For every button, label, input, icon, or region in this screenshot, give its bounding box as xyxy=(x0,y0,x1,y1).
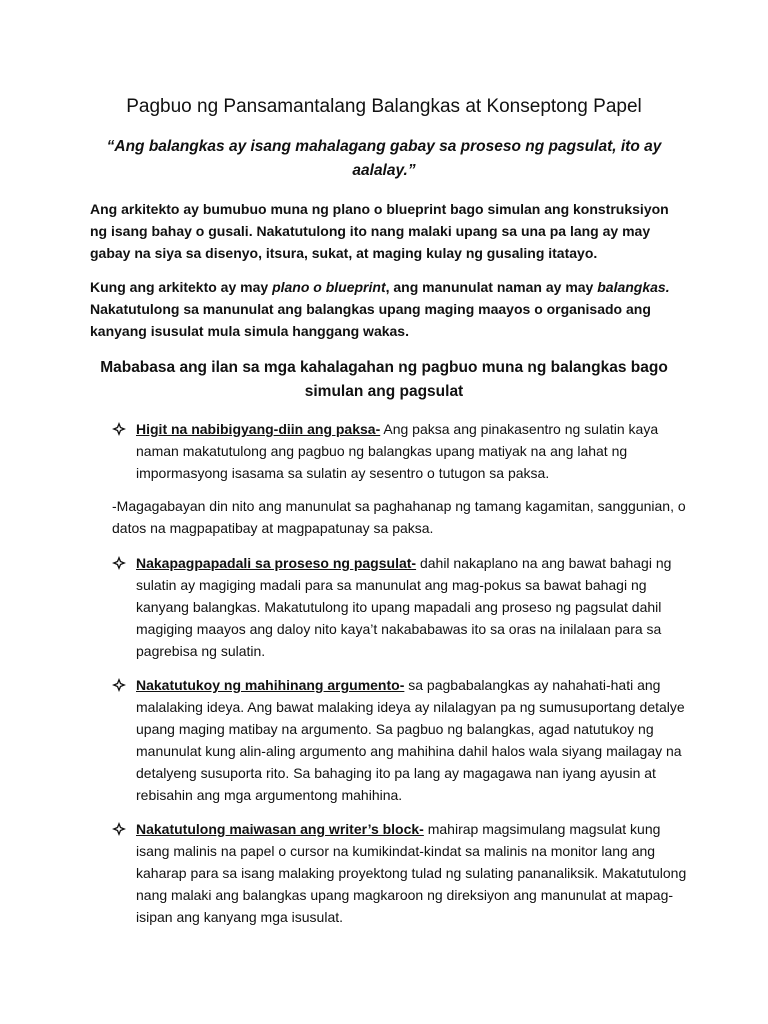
list-item xyxy=(112,674,687,806)
supplementary-note: -Magagabayan din nito ang manunulat sa paghahanap ng tamang kagamitan, sanggunian, o datos na magpapatibay at magpapatunay sa paksa. xyxy=(112,498,686,536)
analogy-italic-2: balangkas. xyxy=(597,279,670,295)
diamond-bullet-icon xyxy=(112,422,126,436)
list-item-text xyxy=(136,418,687,484)
analogy-italic-1: plano o blueprint xyxy=(272,279,386,295)
diamond-bullet-icon xyxy=(112,822,126,836)
list-item-body: dahil nakaplano na ang bawat bahagi ng sulatin ay magiging madali para sa manunulat ang mag-pokus sa bawat bahagi ng kanyang balangkas. Makatutulong ito upang mapadali ang proseso ng pagsulat dahil magiging maayos ang daloy nito kaya’t nakababawas ito sa oras na inilalaan para sa pagrebisa ng sulatin. xyxy=(136,555,672,659)
list-item-text xyxy=(136,818,687,928)
list-item xyxy=(112,552,687,662)
list-item-heading: Nakatutukoy ng mahihinang argumento- xyxy=(136,677,405,693)
list-item-text xyxy=(136,552,687,662)
list-item-text xyxy=(136,674,687,806)
analogy-paragraph xyxy=(90,276,682,342)
diamond-bullet-icon xyxy=(112,556,126,570)
diamond-bullet-icon xyxy=(112,678,126,692)
analogy-text-1: Kung ang arkitekto ay may xyxy=(90,279,273,295)
list-item-heading: Higit na nabibigyang-diin ang paksa- xyxy=(136,421,381,437)
list-item-body: sa pagbabalangkas ay nahahati-hati ang malalaking ideya. Ang bawat malaking ideya ay nilalagyan pa ng sumusuportang detalye upang maging matibay na argumento. Sa pagbuo ng balangkas, agad natutukoy ng manunulat kung alin-aling argumento ang mahihina dahil halos wala siyang mailagay na detalyeng susuporta rito. Sa bahaging ito pa lang ay magagawa nan iyang ayusin at rebisahin ang mga argumentong mahihina. xyxy=(136,677,685,803)
document-title: Pagbuo ng Pansamantalang Balangkas at Konseptong Papel xyxy=(126,96,642,117)
section-subheading: Mababasa ang ilan sa mga kahalagahan ng pagbuo muna ng balangkas bago simulan ang pagsulat xyxy=(100,359,668,400)
list-item-body: mahirap magsimulang magsulat kung isang malinis na papel o cursor na kumikindat-kindat sa malinis na monitor lang ang kaharap para sa isang malaking proyektong tulad ng sulating pananaliksik. Makatutulong nang malaki ang balangkas upang magkaroon ng direksiyon ang manunulat at mapag-isipan ang kanyang mga isusulat. xyxy=(136,821,687,925)
epigraph-quote: “Ang balangkas ay isang mahalagang gabay sa proseso ng pagsulat, ito ay aalalay.” xyxy=(106,138,662,179)
analogy-text-3: Nakatutulong sa manunulat ang balangkas upang maging maayos o organisado ang kanyang isusulat mula simula hanggang wakas. xyxy=(90,301,651,339)
list-item-heading: Nakatutulong maiwasan ang writer’s block- xyxy=(136,821,424,837)
intro-paragraph: Ang arkitekto ay bumubuo muna ng plano o blueprint bago simulan ang konstruksiyon ng isang bahay o gusali. Nakatutulong ito nang malaki upang sa una pa lang ay may gabay na siya sa disenyo, itsura, sukat, at maging kulay ng gusaling itatayo. xyxy=(90,201,669,261)
list-item-heading: Nakapagpapadali sa proseso ng pagsulat- xyxy=(136,555,417,571)
list-item xyxy=(112,418,687,484)
list-item xyxy=(112,818,687,928)
analogy-text-2: , ang manunulat naman ay may xyxy=(385,279,598,295)
list-item-body: Ang paksa ang pinakasentro ng sulatin kaya naman makatutulong ang pagbuo ng balangkas upang matiyak na ang lahat ng impormasyong isasama sa sulatin ay sesentro o tutugon sa paksa. xyxy=(136,421,659,481)
